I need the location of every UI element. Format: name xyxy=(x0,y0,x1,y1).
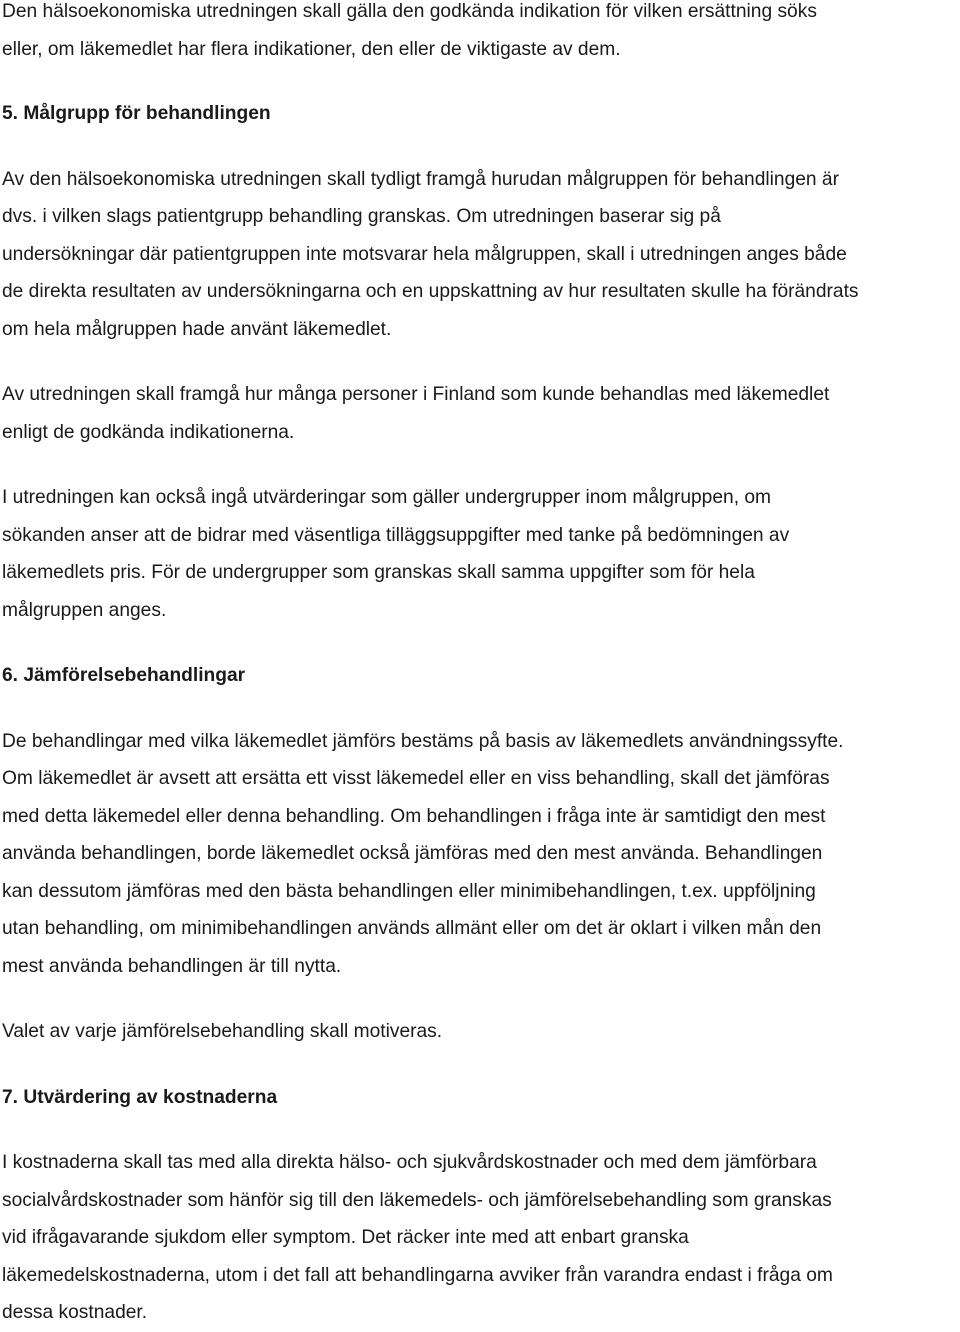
text-line: De behandlingar med vilka läkemedlet jämförs bestäms på basis av läkemedlets användningssyfte. xyxy=(2,730,844,752)
text-line: om hela målgruppen hade använt läkemedlet. xyxy=(2,318,392,340)
text-line: I utredningen kan också ingå utvärderingar som gäller undergrupper inom målgruppen, om xyxy=(2,487,772,508)
text-line: sökanden anser att de bidrar med väsentliga tilläggsuppgifter med tanke på bedömningen av xyxy=(2,524,790,546)
text-line: läkemedlets pris. För de undergrupper som granskas skall samma uppgifter som för hela xyxy=(2,562,755,583)
text-line: Den hälsoekonomiska utredningen skall gälla den godkända indikation för vilken ersättning söks xyxy=(2,1,817,22)
section-5-paragraph-3 xyxy=(2,479,960,629)
text-line: I kostnaderna skall tas med alla direkta hälso- och sjukvårdskostnader och med dem jämförbara xyxy=(2,1152,817,1173)
text-line: Av utredningen skall framgå hur många personer i Finland som kunde behandlas med läkemedlet xyxy=(2,384,830,405)
section-6-heading: 6. Jämförelsebehandlingar xyxy=(2,665,246,686)
text-line: undersökningar där patientgruppen inte motsvarar hela målgruppen, skall i utredningen anges både xyxy=(2,243,847,265)
section-7-paragraph-1 xyxy=(2,1144,960,1332)
text-line: kan dessutom jämföras med den bästa behandlingen eller minimibehandlingen, t.ex. uppföljning xyxy=(2,880,816,902)
text-line: med detta läkemedel eller denna behandling. Om behandlingen i fråga inte är samtidigt den mest xyxy=(2,805,826,827)
section-5-paragraph-1 xyxy=(2,161,960,349)
text-line: dessa kostnader. xyxy=(2,1302,148,1323)
text-line: de direkta resultaten av undersökningarna och en uppskattning av hur resultaten skulle ha förändrats xyxy=(2,281,859,302)
section-7-heading: 7. Utvärdering av kostnaderna xyxy=(2,1086,278,1108)
text-line: målgruppen anges. xyxy=(2,599,167,621)
text-line: läkemedelskostnaderna, utom i det fall att behandlingarna avviker från varandra endast i fråga om xyxy=(2,1264,833,1286)
section-6-paragraph-1 xyxy=(2,723,960,986)
text-line: Valet av varje jämförelsebehandling skall motiveras. xyxy=(2,1021,443,1042)
text-line: vid ifrågavarande sjukdom eller symptom. Det räcker inte med att enbart granska xyxy=(2,1227,689,1248)
text-line: använda behandlingen, borde läkemedlet också jämföras med den mest använda. Behandlingen xyxy=(2,843,823,864)
text-line: mest använda behandlingen är till nytta. xyxy=(2,955,342,977)
text-line: dvs. i vilken slags patientgrupp behandling granskas. Om utredningen baserar sig på xyxy=(2,206,721,227)
text-line: Om läkemedlet är avsett att ersätta ett visst läkemedel eller en viss behandling, skall det jämföras xyxy=(2,768,830,789)
section-6-paragraph-2 xyxy=(2,1013,960,1051)
section-5-paragraph-2 xyxy=(2,376,960,451)
text-line: socialvårdskostnader som hänför sig till den läkemedels- och jämförelsebehandling som granskas xyxy=(2,1189,832,1211)
text-line: Av den hälsoekonomiska utredningen skall tydligt framgå hurudan målgruppen för behandlingen är xyxy=(2,168,839,190)
section-5-heading: 5. Målgrupp för behandlingen xyxy=(2,103,271,124)
text-line: eller, om läkemedlet har flera indikationer, den eller de viktigaste av dem. xyxy=(2,38,621,60)
intro-paragraph xyxy=(2,0,960,68)
text-line: utan behandling, om minimibehandlingen används allmänt eller om det är oklart i vilken mån den xyxy=(2,918,822,939)
text-line: enligt de godkända indikationerna. xyxy=(2,421,295,443)
